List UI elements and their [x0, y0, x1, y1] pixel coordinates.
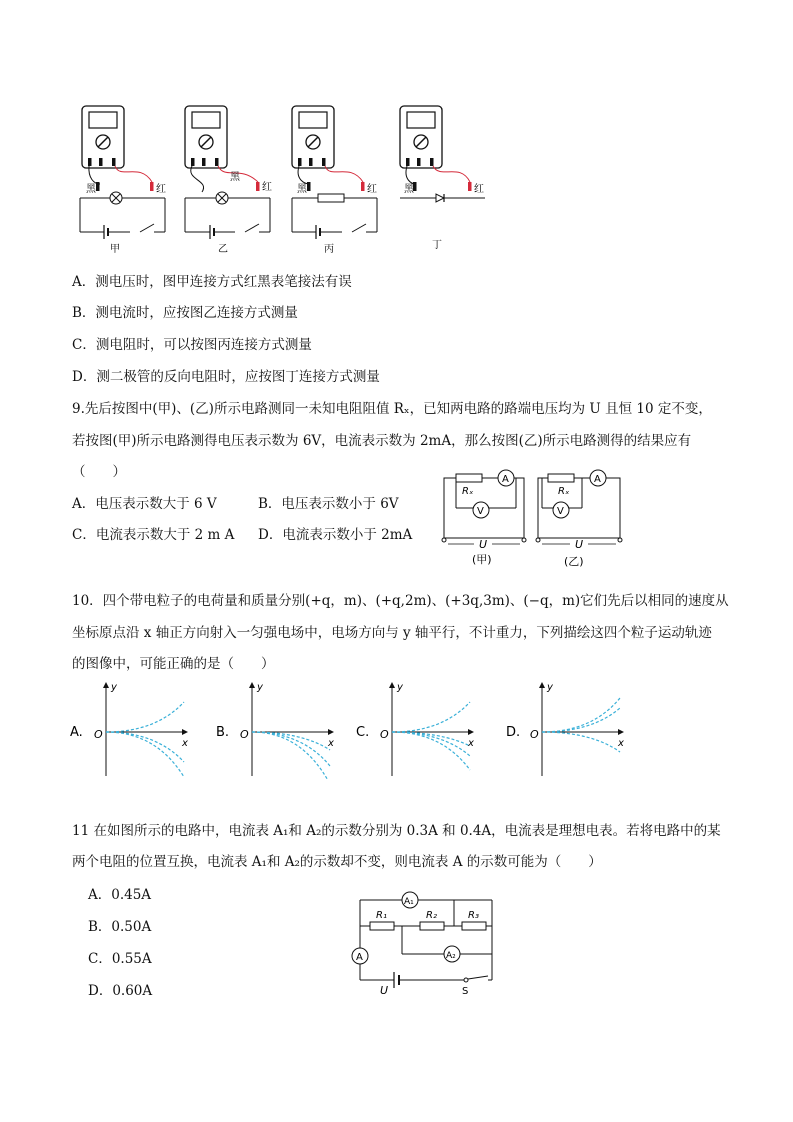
caption-jia: (甲) — [472, 553, 492, 566]
label-red: 红 — [474, 184, 484, 195]
y-arrow — [539, 682, 545, 688]
q8-option-d: D．测二极管的反向电阻时，应按图丁连接方式测量 — [72, 369, 380, 385]
q11-figure — [346, 886, 502, 998]
trajectory-curve — [392, 702, 470, 732]
q9-option-c: C．电流表示数大于 2 m A — [72, 527, 235, 543]
trajectory-curve — [252, 732, 330, 766]
y-arrow — [249, 682, 255, 688]
trajectory-curve — [252, 732, 330, 780]
caption-jia: 甲 — [110, 244, 120, 255]
q11-option-a: A．0.45A — [88, 887, 152, 903]
graph-option-label: B. — [216, 725, 230, 740]
q10-graph-b — [216, 682, 334, 780]
ammeter-label: A — [502, 474, 509, 485]
q8-option-b: B．测电流时，应按图乙连接方式测量 — [72, 305, 298, 321]
trajectory-curve — [106, 732, 184, 762]
voltmeter-label: V — [477, 506, 484, 517]
rx-label: Rₓ — [462, 486, 474, 497]
q9-option-b: B．电压表示数小于 6V — [258, 496, 399, 512]
origin-label: O — [94, 728, 103, 741]
y-axis-label: y — [397, 682, 403, 693]
r3-label: R₃ — [468, 910, 479, 921]
x-axis-label: x — [618, 738, 624, 749]
q9-option-a: A．电压表示数大于 6 V — [72, 496, 217, 512]
caption-yi: 乙 — [218, 244, 228, 255]
s-label: S — [462, 986, 469, 997]
label-black: 黑 — [230, 172, 240, 183]
q11-option-d: D．0.60A — [88, 983, 153, 999]
y-axis-label: y — [111, 682, 117, 693]
q11-stem-line1: 11 在如图所示的电路中，电流表 A₁和 A₂的示数分别为 0.3A 和 0.4A，电流表是理想电表。若将电路中的某 — [72, 823, 721, 839]
circuit-ding — [400, 106, 485, 251]
trajectory-curve — [392, 732, 470, 756]
graph-option-label: D. — [506, 725, 521, 740]
voltmeter-label: V — [557, 506, 564, 517]
q11-stem-line2: 两个电阻的位置互换，电流表 A₁和 A₂的示数却不变，则电流表 A 的示数可能为（ ） — [72, 854, 602, 870]
x-axis-label: x — [328, 738, 334, 749]
r1-label: R₁ — [376, 910, 387, 921]
q9-stem-line2: 若按图(甲)所示电路测得电压表示数为 6V，电流表示数为 2mA，那么按图(乙)所示电路测得的结果应有 — [72, 433, 692, 449]
trajectory-curve — [106, 702, 184, 732]
label-red: 红 — [156, 184, 166, 195]
label-black: 黑 — [86, 184, 96, 195]
label-black: 黑 — [297, 184, 307, 195]
q10-stem-line2: 坐标原点沿 x 轴正方向射入一匀强电场中，电场方向与 y 轴平行，不计重力，下列描绘这四个粒子运动轨迹 — [72, 625, 712, 641]
q8-figure — [70, 100, 500, 260]
u-label: U — [575, 538, 584, 551]
x-axis-label: x — [182, 738, 188, 749]
circuit-jia — [80, 106, 166, 255]
q9-stem-line3: （ ） — [72, 464, 126, 480]
a-label: A — [356, 952, 363, 963]
trajectory-curve — [542, 708, 620, 732]
q10-graph-c — [356, 682, 474, 776]
r2-label: R₂ — [426, 910, 437, 921]
caption-yi: (乙) — [564, 555, 584, 568]
trajectory-curve — [542, 698, 620, 732]
q9-figure — [436, 464, 628, 570]
q10-graph-d — [506, 682, 624, 776]
caption-ding: 丁 — [432, 240, 442, 251]
trajectory-curve — [392, 732, 470, 770]
rx-label: Rₓ — [558, 486, 570, 497]
circuit-yi — [185, 106, 272, 255]
x-arrow — [182, 729, 188, 735]
label-red: 红 — [262, 182, 272, 193]
u-label: U — [479, 538, 488, 551]
q9-circuit-yi — [536, 470, 622, 568]
trajectory-curve — [392, 732, 470, 746]
q10-graphs — [70, 678, 650, 780]
q10-stem-line1: 10．四个带电粒子的电荷量和质量分别(+q，m)、(+q,2m)、(+3q,3m)、(−q，m)它们先后以相同的速度从 — [72, 593, 729, 609]
graph-option-label: C. — [356, 725, 370, 740]
origin-label: O — [240, 728, 249, 741]
q11-option-b: B．0.50A — [88, 919, 152, 935]
x-axis-label: x — [468, 738, 474, 749]
x-arrow — [618, 729, 624, 735]
caption-bing: 丙 — [324, 244, 334, 255]
trajectory-curve — [542, 732, 620, 752]
trajectory-curve — [106, 732, 184, 777]
u-label: U — [380, 984, 389, 997]
y-axis-label: y — [257, 682, 263, 693]
graph-option-label: A. — [70, 725, 83, 740]
circuit-bing — [292, 106, 377, 255]
ammeter-label: A — [594, 474, 601, 485]
a1-label: A₁ — [404, 897, 414, 907]
x-arrow — [468, 729, 474, 735]
label-red: 红 — [367, 184, 377, 195]
q11-option-c: C．0.55A — [88, 951, 152, 967]
y-axis-label: y — [547, 682, 553, 693]
q8-option-c: C．测电阻时，可以按图丙连接方式测量 — [72, 337, 312, 353]
q10-graph-a — [70, 682, 188, 777]
q9-option-d: D．电流表示数小于 2mA — [258, 527, 413, 543]
y-arrow — [103, 682, 109, 688]
label-black: 黑 — [404, 184, 414, 195]
origin-label: O — [530, 728, 539, 741]
origin-label: O — [380, 728, 389, 741]
q9-circuit-jia — [442, 470, 526, 566]
q8-option-a: A．测电压时，图甲连接方式红黑表笔接法有误 — [72, 274, 352, 290]
a2-label: A₂ — [446, 951, 456, 961]
x-arrow — [328, 729, 334, 735]
q10-stem-line3: 的图像中，可能正确的是（ ） — [72, 656, 275, 672]
y-arrow — [389, 682, 395, 688]
q9-stem-line1: 9.先后按图中(甲)、(乙)所示电路测同一未知电阻阻值 Rₓ，已知两电路的路端电压均为 U 且恒 10 定不变， — [72, 401, 712, 417]
